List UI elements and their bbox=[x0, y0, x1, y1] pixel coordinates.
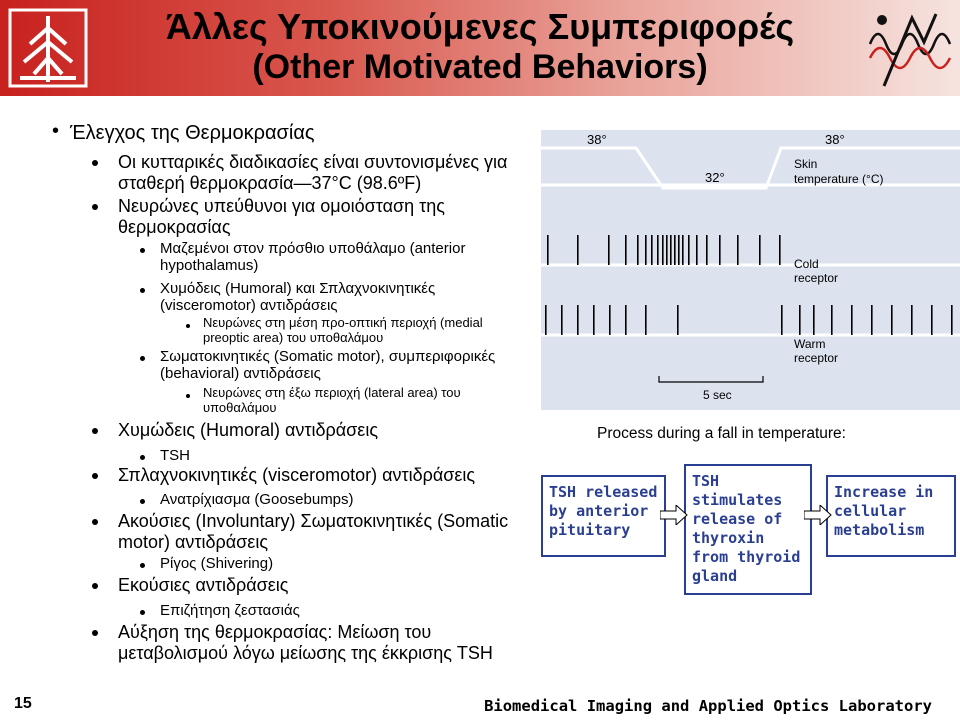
bullet-text: Νευρώνες υπεύθυνοι για ομοιόσταση της θερμοκρασίας bbox=[118, 196, 445, 237]
bullet-text: Χυμόδεις (Humoral) και Σπλαχνοκινητικές (visceromotor) αντιδράσεις bbox=[160, 280, 436, 315]
spike bbox=[951, 305, 953, 335]
spike bbox=[891, 305, 893, 335]
arrow-1-icon bbox=[660, 505, 688, 525]
bullet-marker-icon bbox=[186, 324, 190, 328]
warm-label-2: receptor bbox=[794, 351, 839, 365]
spike bbox=[779, 235, 781, 265]
bullet-marker-icon bbox=[140, 288, 145, 293]
bullet-text: Ρίγος (Shivering) bbox=[160, 555, 274, 572]
spike bbox=[645, 235, 647, 265]
bullet-marker-icon: • bbox=[52, 120, 60, 142]
bullet-marker-icon bbox=[140, 499, 145, 504]
spike bbox=[625, 235, 627, 265]
bullet-marker-icon bbox=[140, 248, 145, 253]
cold-receptor-spikes bbox=[547, 235, 781, 265]
spike bbox=[577, 305, 579, 335]
slide-title-greek: Άλλες Υποκινούμενες Συμπεριφορές bbox=[165, 6, 795, 47]
bullet-text: Επιζήτηση ζεστασιάς bbox=[160, 602, 300, 619]
spike bbox=[911, 305, 913, 335]
bullet-text: Νευρώνες στη μέση προ-οπτική περιοχή (medial preoptic area) του υποθαλάμου bbox=[203, 315, 483, 345]
bullet-text: Αύξηση της θερμοκρασίας: Μείωση του μεταβολισμού λόγω μείωσης της έκκρισης TSH bbox=[118, 622, 493, 663]
spike bbox=[682, 235, 684, 265]
warm-receptor-spikes bbox=[545, 305, 953, 335]
bullet-text: Μαζεμένοι στον πρόσθιο υποθάλαμο (anterior hypothalamus) bbox=[160, 240, 466, 275]
lab-name: Biomedical Imaging and Applied Optics Laboratory bbox=[484, 697, 932, 715]
spike bbox=[719, 235, 721, 265]
bullet-marker-icon bbox=[92, 428, 98, 434]
spike bbox=[696, 235, 698, 265]
spike bbox=[871, 305, 873, 335]
bullet-text: Έλεγχος της Θερμοκρασίας bbox=[70, 122, 315, 144]
spike bbox=[547, 235, 549, 265]
title-bar bbox=[0, 0, 960, 96]
bullet-marker-icon bbox=[92, 473, 98, 479]
lab-logo-icon bbox=[864, 4, 954, 92]
bullet-marker-icon bbox=[92, 519, 98, 525]
temp-low-label: 32° bbox=[705, 170, 725, 185]
spike bbox=[637, 235, 639, 265]
temp-left-label: 38° bbox=[587, 132, 607, 147]
spike bbox=[670, 235, 672, 265]
spike bbox=[625, 305, 627, 335]
time-scale-bar bbox=[659, 376, 763, 382]
spike bbox=[674, 235, 676, 265]
spike bbox=[577, 235, 579, 265]
spike bbox=[813, 305, 815, 335]
process-box-thyroxin: TSH stimulates release of thyroxin from thyroid gland bbox=[684, 464, 812, 595]
spike bbox=[645, 305, 647, 335]
spike bbox=[688, 235, 690, 265]
spike bbox=[677, 305, 679, 335]
spike bbox=[609, 305, 611, 335]
spike bbox=[657, 235, 659, 265]
spike bbox=[931, 305, 933, 335]
spike bbox=[851, 305, 853, 335]
spike bbox=[831, 305, 833, 335]
bullet-marker-icon bbox=[92, 583, 98, 589]
spike bbox=[608, 235, 610, 265]
warm-label-1: Warm bbox=[794, 337, 826, 351]
bullet-marker-icon bbox=[140, 563, 145, 568]
bullet-text: Ανατρίχιασμα (Goosebumps) bbox=[160, 491, 354, 508]
bullet-marker-icon bbox=[140, 610, 145, 615]
spike bbox=[759, 235, 761, 265]
spike bbox=[561, 305, 563, 335]
bullet-text: Νευρώνες στη έξω περιοχή (lateral area) του υποθαλάμου bbox=[203, 385, 461, 415]
process-box-metabolism: Increase in cellular metabolism bbox=[826, 475, 956, 557]
time-label: 5 sec bbox=[703, 388, 732, 402]
bullet-text: Ακούσιες (Involuntary) Σωματοκινητικές (Somatic motor) αντιδράσεις bbox=[118, 511, 509, 552]
skin-label-1: Skin bbox=[794, 157, 818, 171]
spike bbox=[651, 235, 653, 265]
bullet-text: Σπλαχνοκινητικές (visceromotor) αντιδράσεις bbox=[118, 465, 476, 485]
spike bbox=[799, 305, 801, 335]
receptor-chart bbox=[541, 130, 960, 410]
process-caption: Process during a fall in temperature: bbox=[597, 425, 846, 442]
arrow-2-icon bbox=[804, 505, 832, 525]
bullet-text: Οι κυτταρικές διαδικασίες είναι συντονισμένες για σταθερή θερμοκρασία—37°C (98.6ºF) bbox=[118, 152, 508, 193]
spike bbox=[545, 305, 547, 335]
spike bbox=[706, 235, 708, 265]
page-number: 15 bbox=[14, 695, 32, 712]
slide-title-english: (Other Motivated Behaviors) bbox=[252, 48, 708, 86]
bullet-text: TSH bbox=[160, 447, 190, 464]
spike bbox=[662, 235, 664, 265]
temp-right-label: 38° bbox=[825, 132, 845, 147]
cold-label-2: receptor bbox=[794, 271, 839, 285]
cold-label-1: Cold bbox=[794, 257, 819, 271]
skin-label-2: temperature (°C) bbox=[794, 172, 884, 186]
bullet-text: Χυμώδεις (Humoral) αντιδράσεις bbox=[118, 420, 378, 440]
bullet-marker-icon bbox=[140, 455, 145, 460]
spike bbox=[678, 235, 680, 265]
bullet-text: Σωματοκινητικές (Somatic motor), συμπεριφορικές (behavioral) αντιδράσεις bbox=[160, 348, 496, 383]
receptor-figure bbox=[541, 130, 960, 410]
process-box-tsh-released: TSH released by anterior pituitary bbox=[541, 475, 666, 557]
spike bbox=[593, 305, 595, 335]
bullet-marker-icon bbox=[92, 630, 98, 636]
bullet-marker-icon bbox=[140, 356, 145, 361]
spike bbox=[737, 235, 739, 265]
bullet-marker-icon bbox=[92, 204, 98, 210]
bullet-marker-icon bbox=[92, 160, 98, 166]
skin-temperature-line bbox=[541, 148, 960, 188]
bullet-marker-icon bbox=[186, 394, 190, 398]
spike bbox=[666, 235, 668, 265]
spike bbox=[781, 305, 783, 335]
bullet-text: Εκούσιες αντιδράσεις bbox=[118, 575, 289, 595]
